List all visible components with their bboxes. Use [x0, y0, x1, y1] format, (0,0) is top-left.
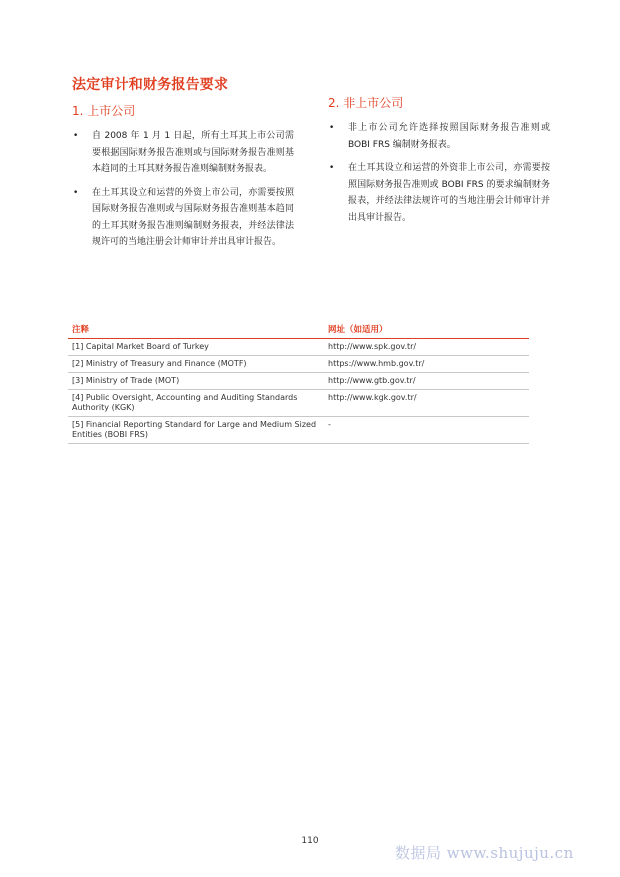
unlisted-companies-section [328, 94, 550, 233]
bullet-text: 在土耳其设立和运营的外资非上市公司，亦需要按照国际财务报告准则或 BOBI FRS 的要求编制财务报表，并经法律法规许可的当地注册会计师审计并出具审计报告。 [348, 163, 550, 223]
url-cell: https://www.hmb.gov.tr/ [324, 356, 529, 373]
table-row [68, 373, 529, 390]
list-item [328, 160, 550, 226]
bullet-icon: • [73, 187, 79, 198]
url-column-header: 网址（如适用） [324, 321, 529, 339]
bullet-icon: • [329, 123, 335, 133]
bullet-icon: • [329, 163, 335, 173]
bullet-text: 非上市公司允许选择按照国际财务报告准则或 BOBI FRS 编制财务报表。 [348, 123, 550, 150]
url-cell: - [324, 417, 529, 444]
bullet-text: 自 2008 年 1 月 1 日起，所有土耳其上市公司需要根据国际财务报告准则或与国际财务报告准则基本趋同的土耳其财务报告准则编制财务报表。 [92, 131, 294, 174]
bullet-icon: • [73, 131, 79, 141]
url-cell: http://www.spk.gov.tr/ [324, 339, 529, 356]
listed-bullet-list [72, 128, 294, 251]
note-cell: [3] Ministry of Trade (MOT) [68, 373, 324, 390]
unlisted-section-heading: 2. 非上市公司 [328, 96, 404, 110]
page-title: 法定审计和财务报告要求 [72, 77, 229, 93]
note-cell: [2] Ministry of Treasury and Finance (MOTF) [68, 356, 324, 373]
list-item [72, 185, 294, 251]
table-header-row [68, 321, 529, 339]
listed-companies-section [72, 102, 294, 258]
url-cell: http://www.gtb.gov.tr/ [324, 373, 529, 390]
list-item [328, 120, 550, 153]
table-row [68, 356, 529, 373]
table-row [68, 339, 529, 356]
table-row [68, 417, 529, 444]
bullet-text: 在土耳其设立和运营的外资上市公司，亦需要按照国际财务报告准则或与国际财务报告准则基本趋同的土耳其财务报告准则编制财务报表，并经法律法规许可的当地注册会计师审计并出具审计报告。 [92, 187, 294, 247]
note-cell: [1] Capital Market Board of Turkey [68, 339, 324, 356]
url-cell: http://www.kgk.gov.tr/ [324, 390, 529, 417]
watermark: 数据局 www.shujuju.cn [395, 844, 574, 862]
notes-column-header: 注释 [68, 321, 324, 339]
listed-section-heading: 1. 上市公司 [72, 104, 136, 118]
note-cell: [5] Financial Reporting Standard for Large and Medium Sized Entities (BOBI FRS) [68, 417, 324, 444]
notes-table [68, 321, 529, 444]
note-cell: [4] Public Oversight, Accounting and Auditing Standards Authority (KGK) [68, 390, 324, 417]
page-number: 110 [301, 836, 319, 846]
list-item [72, 128, 294, 178]
table-row [68, 390, 529, 417]
unlisted-bullet-list [328, 120, 550, 226]
